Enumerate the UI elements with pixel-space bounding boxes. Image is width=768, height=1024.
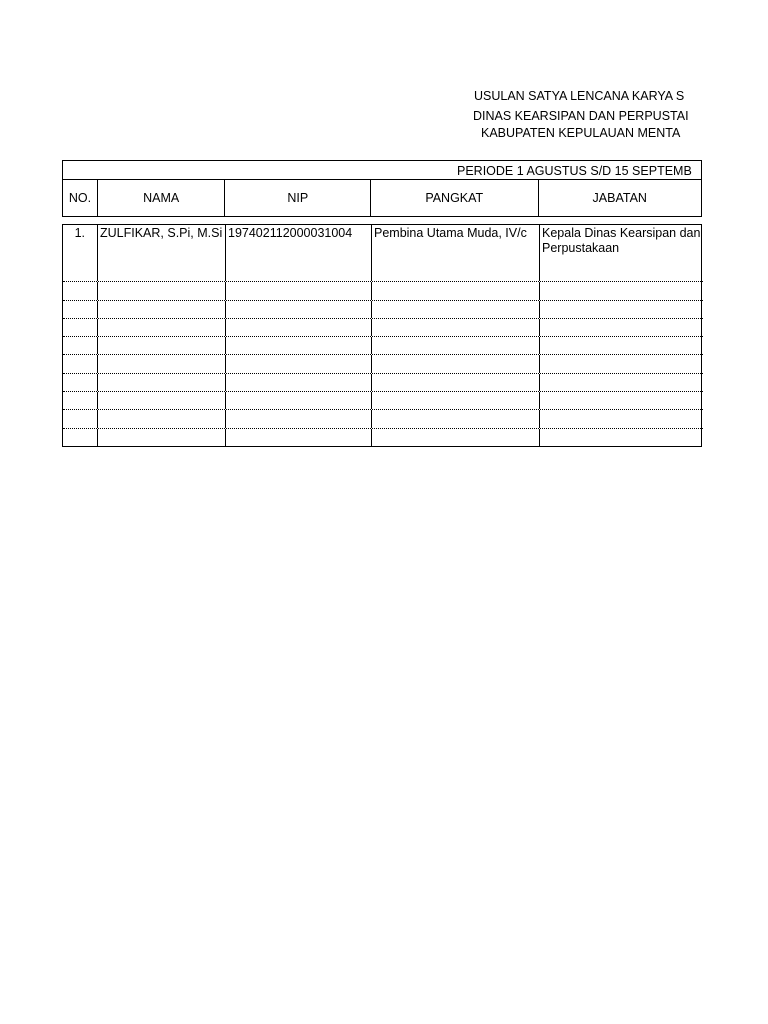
column-header-no: NO. xyxy=(63,180,98,216)
empty-cell xyxy=(63,374,98,391)
empty-cell xyxy=(98,355,226,373)
title-line-3 xyxy=(0,126,681,146)
table-row xyxy=(63,336,703,354)
empty-cell xyxy=(226,337,372,354)
empty-cell xyxy=(98,392,226,409)
cell-jabatan: Kepala Dinas Kearsipan dan Perpustakaan xyxy=(542,226,701,255)
cell-nama: ZULFIKAR, S.Pi, M.Si xyxy=(98,225,226,281)
table-body xyxy=(62,224,702,447)
title-text-2: DINAS KEARSIPAN DAN PERPUSTAI xyxy=(473,109,689,123)
column-header-pangkat: PANGKAT xyxy=(371,180,538,216)
empty-cell xyxy=(372,319,540,336)
table-row xyxy=(63,391,703,409)
empty-cell xyxy=(63,429,98,446)
empty-cell xyxy=(226,374,372,391)
empty-cell xyxy=(98,337,226,354)
column-header-nama: NAMA xyxy=(98,180,226,216)
empty-cell xyxy=(226,319,372,336)
sheet-area xyxy=(62,160,701,460)
empty-cell xyxy=(372,392,540,409)
empty-cell xyxy=(540,410,703,428)
table-row xyxy=(63,318,703,336)
empty-cell xyxy=(372,374,540,391)
empty-cell xyxy=(226,282,372,300)
cell-nip: 197402112000031004 xyxy=(226,225,372,281)
column-header-jabatan: JABATAN xyxy=(592,191,647,205)
empty-cell xyxy=(98,282,226,300)
column-header-nip: NIP xyxy=(225,180,371,216)
empty-cell xyxy=(63,410,98,428)
empty-cell xyxy=(372,410,540,428)
empty-cell xyxy=(63,392,98,409)
empty-cell xyxy=(226,392,372,409)
empty-cell xyxy=(63,355,98,373)
empty-cell xyxy=(98,429,226,446)
periode-label: PERIODE 1 AGUSTUS S/D 15 SEPTEMB xyxy=(457,164,692,178)
empty-cell xyxy=(63,337,98,354)
empty-cell xyxy=(540,319,703,336)
empty-cell xyxy=(540,374,703,391)
table-row xyxy=(63,354,703,373)
table-header xyxy=(62,179,702,217)
empty-cell xyxy=(98,301,226,318)
empty-cell xyxy=(372,282,540,300)
empty-cell xyxy=(540,355,703,373)
empty-cell xyxy=(63,319,98,336)
title-text-1: USULAN SATYA LENCANA KARYA S xyxy=(474,89,685,103)
table-row xyxy=(63,281,703,300)
table-row xyxy=(63,300,703,318)
empty-cell xyxy=(226,301,372,318)
empty-cell xyxy=(540,282,703,300)
empty-cell xyxy=(372,355,540,373)
table-row xyxy=(63,225,703,281)
empty-cell xyxy=(63,282,98,300)
periode-row xyxy=(62,160,702,180)
cell-pangkat: Pembina Utama Muda, IV/c xyxy=(372,225,540,281)
table-row xyxy=(63,373,703,391)
empty-cell xyxy=(540,429,703,446)
empty-cell xyxy=(372,301,540,318)
empty-cell xyxy=(540,392,703,409)
title-text-3: KABUPATEN KEPULAUAN MENTA xyxy=(481,126,681,140)
title-line-1 xyxy=(0,89,685,109)
empty-cell xyxy=(226,355,372,373)
empty-cell xyxy=(540,337,703,354)
empty-cell xyxy=(98,410,226,428)
empty-cell xyxy=(63,301,98,318)
table-row xyxy=(63,409,703,428)
empty-cell xyxy=(226,410,372,428)
empty-cell xyxy=(226,429,372,446)
empty-cell xyxy=(372,337,540,354)
empty-cell xyxy=(98,319,226,336)
table-row xyxy=(63,428,703,446)
empty-cell xyxy=(98,374,226,391)
empty-cell xyxy=(540,301,703,318)
empty-cell xyxy=(372,429,540,446)
cell-no: 1. xyxy=(63,225,98,281)
